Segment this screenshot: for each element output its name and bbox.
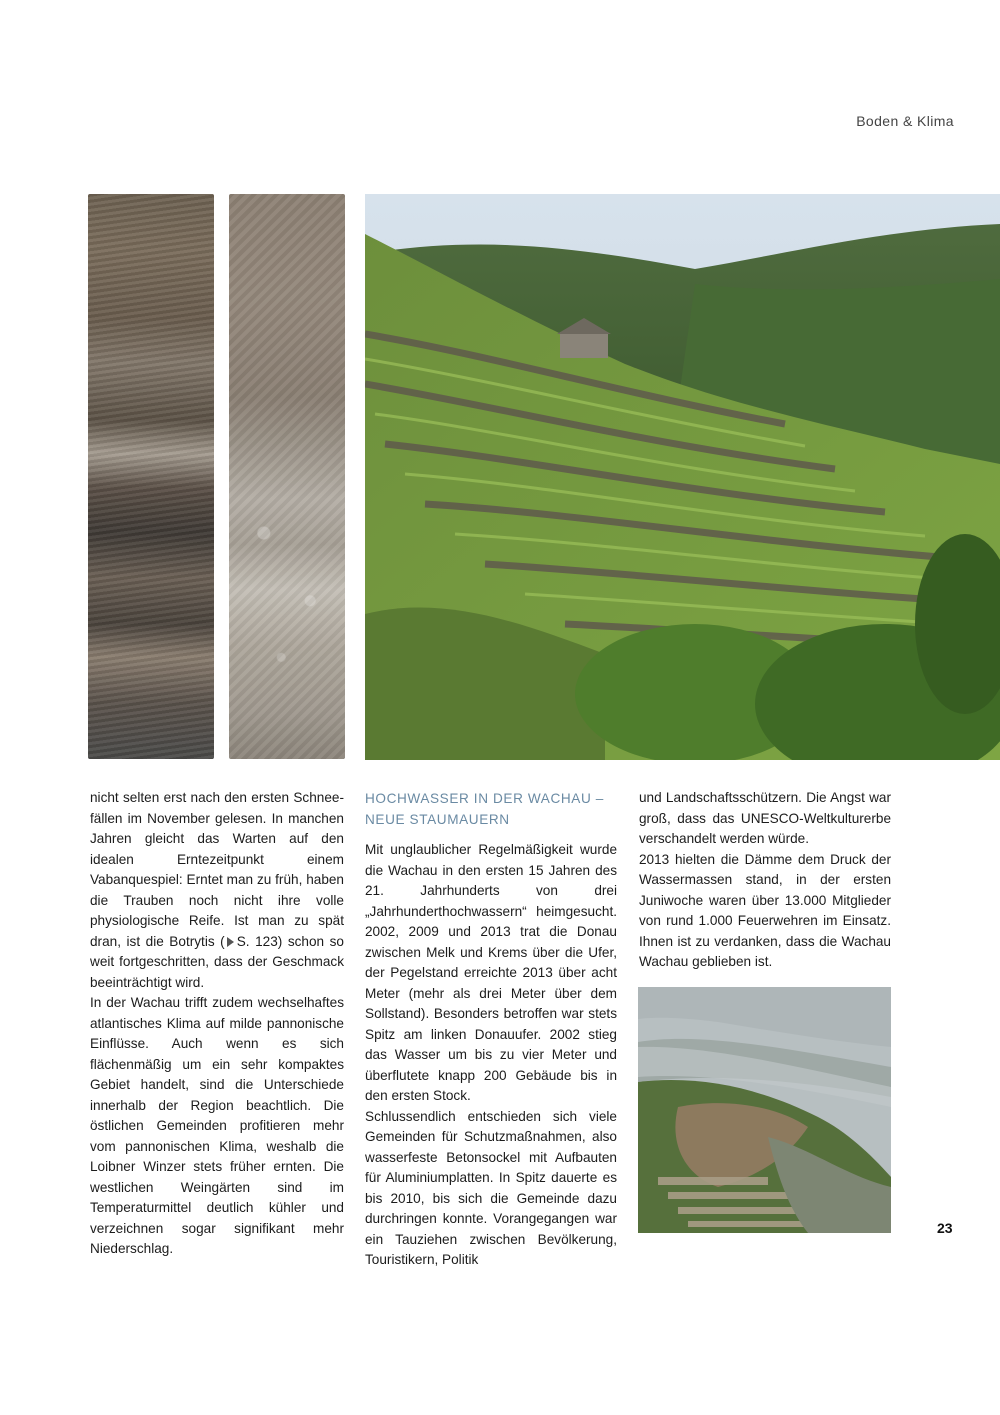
section-header: Boden & Klima xyxy=(856,113,954,129)
paragraph: 2013 hielten die Dämme dem Druck der Wassermassen stand, in der ersten Juniwoche waren über 13.000 Mitglieder von rund 1.000 Feuerwehren im Einsatz. Ihnen ist zu verdanken, dass die Wachau Wachau geblieben ist. xyxy=(639,851,891,969)
text-column-1 xyxy=(90,788,344,1260)
paragraph-text: ) schon so weit fortgeschritten, dass der Geschmack beeinträchtigt wird. xyxy=(90,933,344,990)
vineyard-terraces-image xyxy=(365,194,1000,760)
flood-aerial-image xyxy=(638,987,891,1233)
soil-core-image xyxy=(88,194,214,759)
text-column-3 xyxy=(639,788,891,973)
text-column-2 xyxy=(365,788,617,1271)
subheading-line: HOCHWASSER IN DER WACHAU – xyxy=(365,791,604,806)
subheading-line: NEUE STAUMAUERN xyxy=(365,812,510,827)
paragraph-text: nicht selten erst nach den ersten Schnee-fällen im November gelesen. In manchen Jahren gleicht das Warten auf den idealen Erntezeitpunkt einem Vabanquespiel: Erntet man zu früh, haben die Trauben noch nicht ihre volle physiologische Reife. Ist man zu spät dran, ist die Botrytis ( xyxy=(90,790,344,949)
paragraph: Mit unglaublicher Regelmäßigkeit wurde die Wachau in den ersten 15 Jahren des 21. Jahrhunderts von drei „Jahrhunderthochwassern“ heimgesucht. 2002, 2009 und 2013 trat die Donau zwischen Melk und Krems über die Ufer, der Pegelstand erreichte 2013 über acht Meter (mehr als drei Meter über dem Sollstand). Besonders betroffen war stets Spitz am linken Donauufer. 2002 stieg das Wasser um bis zu vier Meter und überflutete knapp 200 Gebäude bis in den ersten Stock. xyxy=(365,842,617,1103)
subheading xyxy=(365,788,617,830)
paragraph: Schlussendlich entschieden sich viele Gemeinden für Schutzmaßnahmen, also wasserfeste Betonsockel mit Aufbauten für Aluminiumplatten. In Spitz dauerte es bis 2010, bis sich die Gemeinde dazu durchringen konnte. Vorangegangen war ein Tauziehen zwischen Bevölkerung, Touristikern, Politik xyxy=(365,1108,617,1267)
paragraph xyxy=(90,788,344,993)
paragraph: In der Wachau trifft zudem wechselhaftes atlantisches Klima auf milde pannonische Einflüsse. Auch wenn es sich flächenmäßig um ein sehr kompaktes Gebiet handelt, sind die Unterschiede innerhalb der Region beachtlich. Die östlichen Gemeinden profitieren mehr vom pannonischen Klima, weshalb die Loibner Winzer stets früher ernten. Die westlichen Weingärten sind im Temperaturmittel deutlich kühler und verzeichnen sogar signifikant mehr Niederschlag. xyxy=(90,995,344,1256)
page-number: 23 xyxy=(937,1220,953,1236)
soil-core-image xyxy=(229,194,345,759)
paragraph: und Landschaftsschützern. Die Angst war groß, dass das UNESCO-Weltkulturerbe verschandelt werden würde. xyxy=(639,790,891,846)
page-reference-arrow-icon xyxy=(227,937,234,947)
page-reference: S. 123 xyxy=(236,933,278,949)
